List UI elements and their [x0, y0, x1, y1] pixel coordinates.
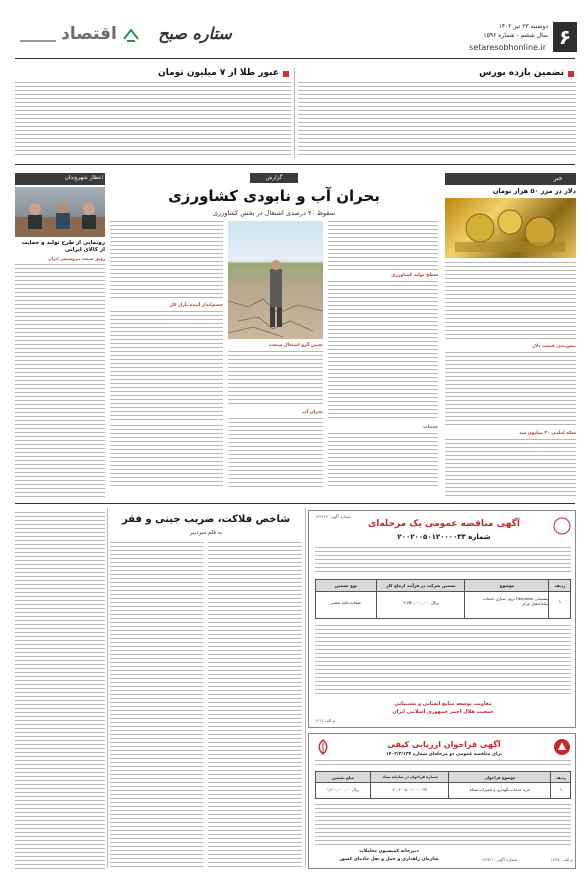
- column-divider: [294, 68, 295, 158]
- sidebar-body-3: [445, 439, 576, 499]
- section-rule: [20, 40, 56, 42]
- sidebar-news: [445, 173, 576, 500]
- flation-body-col-right: [208, 542, 302, 868]
- logo-mark-icon: [122, 27, 140, 43]
- left-title: رونمایی از طرح تولید و حمایت از کالای ایرانی: [21, 240, 105, 253]
- flation-title: شاخص فلاکت، ضریب جینی و فقر: [121, 514, 291, 525]
- red-square-icon: [568, 71, 574, 77]
- main-title: بحران آب و نابودی کشاورزی: [168, 187, 380, 205]
- gold-coins-image: [445, 198, 576, 258]
- tender-2-subtitle: برای مناقصه عمومی دو مرحله‌ای شماره ۱۴۰۲/۳/۱۳۴: [385, 752, 503, 757]
- red-crescent-icon: [553, 517, 571, 535]
- main-subtitle: سقوط ۴۰ درصدی اشتغال در بخش کشاورزی: [212, 209, 336, 217]
- table-cell: ۲۰۰۲۰۰۵۰۰۱۰۰۰۰۰۳۴: [392, 787, 428, 792]
- main-body-col-left-3: [110, 425, 223, 489]
- top-right-story: [298, 66, 576, 158]
- tender-2-code: م الف ۱۲۴۵۰: [550, 857, 573, 862]
- main-subhead-3: چشم‌انداز آینده بازار کار: [169, 303, 223, 308]
- main-body-col-right: [328, 221, 438, 271]
- flation-article: [110, 512, 302, 869]
- main-body-col-mid-2: [228, 418, 323, 488]
- table-header-cell: نوع تضمین: [334, 583, 358, 588]
- tender-1-header: شماره آگهی: ۱۴۴۲۶۶: [315, 514, 351, 519]
- main-subhead-4: بحران آب: [302, 410, 323, 415]
- table-cell: خرید خدمات نگهداری و تعمیرات شبکه: [469, 787, 531, 792]
- main-story: [110, 173, 438, 500]
- main-body-col-right-2: [328, 281, 438, 421]
- iran-emblem-icon: [315, 738, 331, 756]
- emblem-icon: [553, 738, 571, 756]
- tender-1-footer-title: معاونت توسعه منابع انسانی و پشتیبانی: [394, 701, 492, 707]
- sidebar-body: [445, 262, 576, 342]
- website[interactable]: setaresobhonline.ir: [469, 43, 546, 52]
- main-body-col-right-3: [328, 433, 438, 489]
- page-number: ۶: [553, 22, 577, 52]
- section-title: اقتصاد: [61, 24, 117, 44]
- tender-1-title: آگهی مناقصه عمومی یک مرحله‌ای: [368, 519, 520, 529]
- tender-1-code: م الف ۱۲۱۲: [315, 718, 336, 723]
- table-cell: ۱: [559, 787, 563, 792]
- tender-1-terms: [315, 625, 571, 695]
- left-column-bottom-body: [15, 512, 105, 869]
- column-divider: [305, 508, 306, 868]
- table-header-cell: موضوع: [499, 583, 515, 588]
- table-header-cell: تضمین شرکت در فرآیند ارجاع کار: [386, 583, 456, 588]
- top-right-body: [298, 82, 576, 158]
- sidebar-subhead-1: پیش‌بینی قیمت دلار: [532, 344, 576, 349]
- table-cell: ۱: [558, 600, 562, 605]
- sidebar-kicker: خبر: [553, 175, 563, 182]
- issue-line: سال ششم - شماره ۱۵۹۶: [483, 32, 548, 39]
- masthead-logo: ستاره صبح: [158, 24, 232, 43]
- cracked-farmland-photo: [228, 221, 323, 339]
- meeting-photo: [15, 187, 105, 237]
- tender-1-table: [315, 579, 571, 619]
- table-header-cell: موضوع فراخوان: [484, 775, 516, 780]
- tender-2-intro: [315, 760, 571, 768]
- masthead: [0, 0, 586, 64]
- date-line: دوشنبه ۲۳ تیر ۱۴۰۲: [498, 23, 548, 30]
- tender-2-footer-org: سازمان راهداری و حمل و نقل جاده‌ای کشور: [339, 857, 439, 862]
- section-rule: [15, 503, 575, 504]
- table-header-cell: ردیف: [554, 583, 566, 588]
- tender-2-title: آگهی فراخوان ارزیابی کیفی: [387, 740, 501, 749]
- section-rule: [15, 164, 575, 165]
- sidebar-title: دلار در مرز ۵۰ هزار تومان: [492, 187, 576, 195]
- table-cell: ۲,۶۵۰,۰۰۰,۰۰۰ ریال: [403, 600, 439, 605]
- tender-1-footer-org: جمعیت هلال احمر جمهوری اسلامی ایران: [392, 709, 494, 715]
- left-column-story: [15, 173, 105, 500]
- main-body-col-left-2: [110, 311, 223, 421]
- table-cell: ضمانت‌نامه معتبر: [331, 600, 361, 605]
- tender-1-number: شماره ۲۰۰۲۰۰۵۰۱۲۰۰۰۰۳۳: [397, 533, 491, 541]
- masthead-rule: [15, 58, 575, 59]
- tender-2-footer-code: شماره آگهی: ۱۴۴۳۱۱: [481, 857, 517, 862]
- tender-1-intro: [315, 547, 571, 575]
- column-divider: [107, 508, 108, 868]
- table-cell: ۱,۳۰۰,۰۰۰,۰۰۰ ریال: [326, 787, 360, 792]
- main-subhead-2: تعیین گرو اشتغال صنعت: [268, 343, 323, 348]
- flation-author: به قلم سردبیر: [189, 530, 223, 536]
- tender-2-terms: [315, 804, 571, 848]
- main-body-col-mid: [228, 351, 323, 407]
- main-subhead-1: سطح تولید کشاورزی: [391, 273, 438, 278]
- main-subhead-5: خدمات: [423, 425, 438, 430]
- table-cell: برون سپاری خدمات Helpdesk پشتیبانی سامانه‌های مرکز: [483, 596, 548, 606]
- table-header-cell: ردیف: [555, 775, 567, 780]
- main-body-col-left: [110, 221, 223, 301]
- top-right-title: تضمین بازده بورس: [479, 68, 564, 78]
- sidebar-subhead-2: سکه امامی ۲۰ میلیون شد: [519, 431, 576, 436]
- red-square-icon: [283, 71, 289, 77]
- tender-2-table: [315, 771, 571, 799]
- table-header-cell: مبلغ تضمین: [331, 775, 355, 780]
- top-left-story: [15, 66, 291, 158]
- flation-body-col-left: [110, 542, 204, 868]
- left-kicker: انتظار شهروندان: [64, 175, 103, 181]
- table-header-cell: شماره فراخوان در سامانه ستاد: [382, 775, 438, 779]
- sidebar-body-2: [445, 352, 576, 428]
- tender-notice-2: [308, 733, 576, 869]
- tender-2-footer-title: دبیرخانه کمیسیون معاملات: [359, 849, 419, 854]
- tender-notice-1: [308, 510, 576, 728]
- left-body: [15, 264, 105, 500]
- top-left-title: عبور طلا از ۷ میلیون تومان: [158, 68, 279, 78]
- left-caption: رونق صنعت پتروشیمی ایران: [48, 256, 105, 261]
- top-left-body: [15, 82, 291, 158]
- main-kicker: گزارش: [250, 173, 298, 183]
